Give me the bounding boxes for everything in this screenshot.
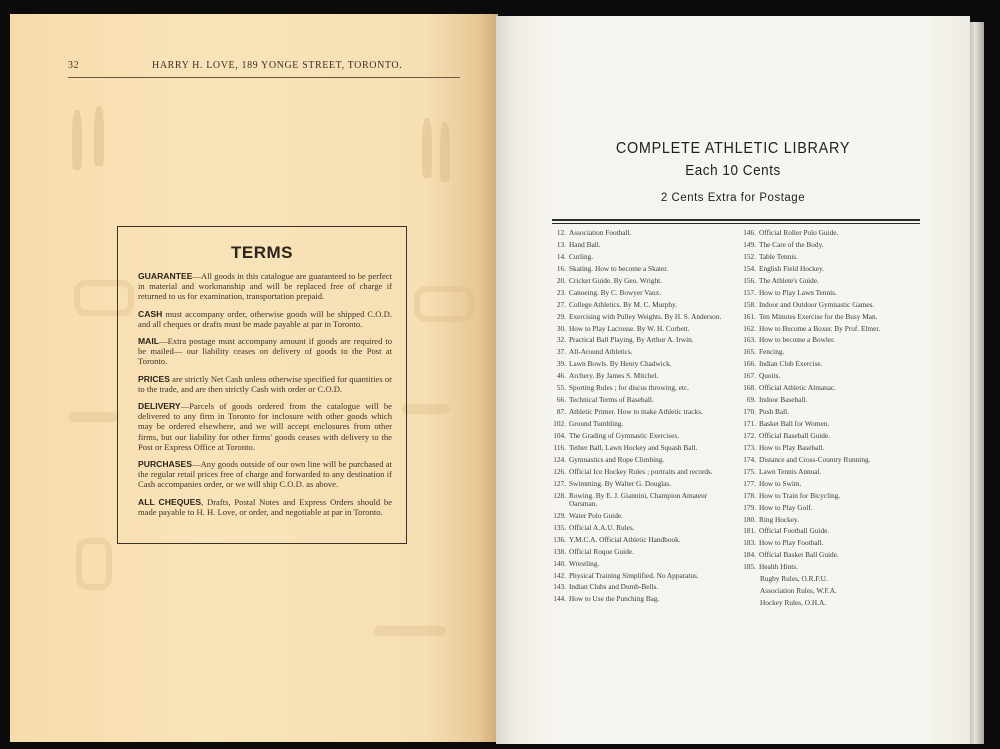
catalog-item — [552, 536, 732, 544]
catalog-item — [742, 301, 924, 309]
catalog-item — [552, 289, 732, 297]
catalog-number: 104. — [553, 430, 566, 440]
catalog-number: 55. — [556, 383, 566, 393]
terms-box — [117, 226, 407, 544]
catalog-title: Exercising with Pulley Weights. By H. S. Anderson. — [569, 311, 722, 321]
catalog-item — [742, 563, 924, 571]
catalog-number: 166. — [743, 359, 756, 369]
catalog-item — [742, 504, 924, 512]
catalog-title: Physical Training Simplified. No Apparatus. — [569, 570, 699, 580]
terms-keyword: CASH — [138, 308, 163, 319]
catalog-title: Association Football. — [569, 228, 632, 237]
catalog-title: Water Polo Guide. — [569, 510, 623, 520]
catalog-number: 32. — [556, 335, 566, 345]
catalog-title: How to Swim. — [759, 478, 802, 488]
catalog-title: Archery. By James S. Mitchel. — [569, 371, 659, 381]
catalog-title: How to Play Lacrosse. By W. H. Corbett. — [569, 323, 690, 333]
catalog-title: Cricket Guide. By Geo. Wright. — [569, 275, 662, 285]
catalog-title: Official Roque Guide. — [569, 546, 634, 556]
right-page — [496, 16, 970, 744]
catalog-title: Practical Ball Playing. By Arthur A. Irwin. — [569, 335, 694, 345]
catalog-title: Push Ball. — [759, 407, 790, 417]
catalog-number: 129. — [553, 510, 566, 520]
catalog-number: 138. — [553, 546, 566, 556]
terms-separator: — — [192, 271, 202, 281]
library-title: COMPLETE ATHLETIC LIBRARY — [615, 140, 851, 157]
terms-text: Parcels of goods ordered from the catalogue will be delivered to any firm in Toronto for inclosure with other goods which may be ordered elsewhere, and we will accept enclosures from other firms, but our liability for other firms' goods ceases with delivery to the Post or Express Office at Toronto. — [138, 401, 392, 452]
catalog-number: 20. — [556, 275, 566, 285]
catalog-title: Distance and Cross-Country Running. — [759, 454, 871, 464]
catalog-title: How to Use the Punching Bag. — [569, 594, 660, 604]
rules-item: Rugby Rules, O.R.F.U. — [760, 574, 828, 584]
catalog-item — [552, 241, 732, 249]
terms-keyword: PURCHASES — [138, 459, 192, 470]
catalog-title: Skating. How to become a Skater. — [569, 263, 669, 273]
catalog-number: 157. — [743, 287, 756, 297]
catalog-item — [742, 480, 924, 488]
catalog-title: Hand Ball. — [569, 239, 601, 249]
catalog-item — [742, 516, 924, 524]
catalog-number: 142. — [553, 570, 566, 580]
catalog-item — [742, 325, 924, 333]
bleed-through-pin — [72, 110, 82, 170]
terms-keyword: PRICES — [138, 373, 170, 384]
terms-item — [138, 401, 392, 452]
catalog-number: 152. — [743, 251, 756, 261]
catalog-item — [742, 468, 924, 476]
catalog-number: 162. — [743, 323, 756, 333]
catalog-number: 154. — [743, 263, 756, 273]
bleed-through-pin — [422, 118, 432, 178]
catalog-title: How to Play Lawn Tennis. — [759, 287, 837, 297]
catalog-item — [742, 456, 924, 464]
catalog-title: Gymnastics and Rope Climbing. — [569, 454, 665, 464]
catalog-item — [552, 595, 732, 603]
header-rule — [68, 77, 460, 78]
catalog-title: How to Play Baseball. — [759, 442, 825, 452]
catalog-title: Table Tennis. — [759, 251, 798, 261]
catalog-number: 126. — [553, 466, 566, 476]
catalog-number: 158. — [743, 299, 756, 309]
catalog-title: Indoor and Outdoor Gymnastic Games. — [759, 299, 875, 309]
catalog-number: 165. — [743, 347, 756, 357]
rules-item: Hockey Rules, O.H.A. — [760, 598, 827, 608]
catalog-item — [552, 456, 732, 464]
catalog-title: Ring Hockey. — [759, 514, 800, 524]
catalog-item — [742, 551, 924, 559]
terms-text: must accompany order, otherwise goods will be shipped C.O.D. and all cheques or drafts must be made payable at par in Toronto. — [138, 308, 392, 329]
catalog-number: 136. — [553, 534, 566, 544]
terms-text: are strictly Net Cash unless otherwise specified for quantities or to the trade, and are then strictly Cash with order or C.O.D. — [138, 373, 392, 394]
catalog-number: 16. — [556, 263, 566, 273]
catalog-title: English Field Hockey. — [759, 263, 824, 273]
terms-item — [138, 374, 392, 394]
catalog-item — [552, 336, 732, 344]
catalog-number: 163. — [743, 335, 756, 345]
catalog-number: 12. — [556, 228, 566, 237]
catalog-item — [552, 253, 732, 261]
catalog-item — [742, 492, 924, 500]
catalog-item — [552, 360, 732, 368]
catalog-item — [742, 313, 924, 321]
catalog-title: Tether Ball, Lawn Hockey and Squash Ball. — [569, 442, 698, 452]
terms-keyword: GUARANTEE — [138, 271, 193, 281]
catalog-number: 180. — [743, 514, 756, 524]
catalog-item — [552, 560, 732, 568]
catalog-title: Y.M.C.A. Official Athletic Handbook. — [569, 534, 681, 544]
catalog-number: 13. — [556, 239, 566, 249]
catalog-item — [552, 408, 732, 416]
catalog-item — [742, 444, 924, 452]
catalog-item — [552, 572, 732, 580]
catalog-title: Indoor Baseball. — [759, 395, 808, 405]
catalog-number: 177. — [743, 478, 756, 488]
catalog-number: 116. — [553, 442, 566, 452]
terms-separator: — — [159, 336, 168, 347]
terms-keyword: MAIL — [138, 336, 160, 347]
catalog-item — [552, 348, 732, 356]
left-page — [10, 14, 498, 742]
catalog-number: 181. — [743, 526, 756, 536]
catalog-title: Official Baseball Guide. — [759, 430, 830, 440]
page-number: 32 — [68, 60, 80, 71]
catalog-number: 149. — [743, 239, 756, 249]
catalog-title: How to Train for Bicycling. — [759, 490, 841, 500]
catalog-title: Quoits. — [759, 371, 781, 381]
catalog-title: Indian Club Exercise. — [759, 359, 823, 369]
bleed-through-pin — [440, 122, 450, 182]
catalog-item — [552, 396, 732, 404]
catalog-item — [552, 444, 732, 452]
catalog-item — [552, 384, 732, 392]
bleed-through-bar — [68, 412, 118, 422]
catalog-title: Indian Clubs and Dumb-Bells. — [569, 582, 659, 592]
price-subtitle: Each 10 Cents — [685, 162, 781, 179]
catalog-title: Lawn Tennis Annual. — [759, 466, 822, 476]
catalog-number: 66. — [556, 395, 566, 405]
terms-separator: — — [180, 401, 190, 412]
catalog-title: Health Hints. — [759, 562, 798, 572]
catalog-title: Sporting Rules ; for discus throwing, etc. — [569, 383, 689, 393]
double-rule-bottom — [552, 223, 920, 224]
terms-title: TERMS — [231, 243, 293, 262]
catalog-item — [742, 539, 924, 547]
terms-keyword: ALL CHEQUES — [138, 496, 202, 507]
catalog-item — [552, 277, 732, 285]
rules-item: Association Rules, W.F.A. — [760, 586, 837, 596]
terms-item — [138, 336, 392, 367]
terms-separator: — — [191, 459, 201, 470]
catalog-number: 124. — [553, 454, 566, 464]
catalog-number: 27. — [556, 299, 566, 309]
catalog-number: 146. — [743, 228, 756, 237]
catalog-number: 185. — [743, 562, 756, 572]
catalog-item — [552, 548, 732, 556]
catalog-number: 29. — [556, 311, 566, 321]
catalog-item — [742, 265, 924, 273]
catalog-item — [742, 253, 924, 261]
bleed-through-pin — [94, 106, 104, 166]
catalog-item — [742, 229, 924, 237]
catalog-item — [552, 420, 732, 428]
catalog-title: Basket Ball for Women. — [759, 419, 830, 428]
catalog-item — [742, 289, 924, 297]
catalog-number: 184. — [743, 550, 756, 560]
terms-item — [138, 271, 392, 302]
catalog-number: 69. — [746, 395, 756, 405]
catalog-item — [552, 432, 732, 440]
catalog-title: The Care of the Body. — [759, 239, 824, 249]
catalog-number: 128. — [553, 490, 566, 500]
catalog-item — [552, 583, 732, 591]
catalog-title: How to Play Football. — [759, 538, 824, 548]
catalog-number: 171. — [743, 419, 756, 428]
catalog-item — [742, 384, 924, 392]
catalog-title: Technical Terms of Baseball. — [569, 395, 654, 405]
catalog-number: 179. — [743, 502, 756, 512]
catalog-title: How to Play Golf. — [759, 502, 813, 512]
catalog-number: 23. — [556, 287, 566, 297]
catalog-number: 127. — [553, 478, 566, 488]
catalog-title: Rowing. By E. J. Giannini, Champion Amateur Oarsman. — [569, 490, 708, 508]
catalog-number: 172. — [743, 430, 756, 440]
catalog-title: The Grading of Gymnastic Exercises. — [569, 430, 680, 440]
catalog-item — [742, 396, 924, 404]
catalog-title: College Athletics. By M. C. Murphy. — [569, 299, 677, 309]
catalog-title: Official Ice Hockey Rules ; portraits and records. — [569, 466, 713, 476]
catalog-title: Official Football Guide. — [759, 526, 830, 536]
catalog-number: 39. — [556, 359, 566, 369]
catalog-number: 46. — [556, 371, 566, 381]
catalog-column-left — [552, 229, 732, 607]
catalog-number: 135. — [553, 522, 566, 532]
catalog-title: Curling. — [569, 251, 594, 261]
catalog-item — [552, 313, 732, 321]
terms-keyword: DELIVERY — [138, 401, 181, 412]
catalog-item — [552, 512, 732, 520]
catalog-title: How to Become a Boxer. By Prof. Elmer. — [759, 323, 881, 333]
catalog-item — [742, 348, 924, 356]
catalog-item — [552, 229, 732, 237]
terms-item — [138, 459, 392, 490]
catalog-number: 14. — [556, 251, 566, 261]
catalog-title: Ten Minutes Exercise for the Busy Man. — [759, 311, 878, 321]
bleed-through-dumbbell — [414, 286, 474, 322]
catalog-number: 175. — [743, 466, 756, 476]
catalog-number: 102. — [553, 419, 566, 428]
catalog-item — [742, 420, 924, 428]
catalog-title: Athletic Primer. How to make Athletic tracks. — [569, 407, 703, 417]
catalog-title: Wrestling. — [569, 558, 600, 568]
catalog-number: 144. — [553, 594, 566, 604]
catalog-item — [742, 336, 924, 344]
catalog-item — [552, 468, 732, 476]
bleed-through-dumbbell — [76, 538, 112, 590]
catalog-item — [552, 265, 732, 273]
catalog-number: 178. — [743, 490, 756, 500]
catalog-item — [552, 492, 732, 509]
terms-separator: , — [201, 496, 207, 507]
catalog-title: How to become a Bowler. — [759, 335, 835, 345]
catalog-title: Swimming. By Walter G. Douglas. — [569, 478, 672, 488]
terms-text: Any goods outside of our own line will be purchased at the regular retail prices free of charge and forwarded to any destination if Cash accompanies order, or we will ship C.O.D. as above. — [138, 459, 392, 490]
catalog-number: 167. — [743, 371, 756, 381]
catalog-item — [742, 432, 924, 440]
catalog-item — [552, 372, 732, 380]
catalog-number: 183. — [743, 538, 756, 548]
catalog-column-right — [742, 229, 924, 611]
catalog-title: Canoeing. By C. Bowyer Vaux. — [569, 287, 662, 297]
catalog-item — [742, 360, 924, 368]
catalog-title: Official A.A.U. Rules. — [569, 522, 635, 532]
catalog-title: The Athlete's Guide. — [759, 275, 819, 285]
catalog-number: 174. — [743, 454, 756, 464]
catalog-item — [552, 301, 732, 309]
catalog-item — [742, 527, 924, 535]
postage-note: 2 Cents Extra for Postage — [660, 192, 806, 204]
catalog-title: Lawn Bowls. By Henry Chadwick. — [569, 359, 672, 369]
terms-list — [138, 271, 392, 524]
catalog-title: Official Roller Polo Guide. — [759, 228, 839, 237]
catalog-item — [742, 372, 924, 380]
catalog-item — [742, 408, 924, 416]
catalog-item — [552, 524, 732, 532]
terms-item — [138, 497, 392, 517]
bleed-through-bar — [374, 626, 446, 636]
catalog-number: 173. — [743, 442, 756, 452]
catalog-number: 30. — [556, 323, 566, 333]
catalog-item — [742, 241, 924, 249]
terms-text: All goods in this catalogue are guaranteed to be perfect in material and workmanship and will be replaced free of charge if returned to us for examination, transportation prepaid. — [138, 271, 392, 302]
catalog-title: All-Around Athletics. — [569, 347, 633, 357]
catalog-number: 87. — [556, 407, 566, 417]
catalog-item — [552, 325, 732, 333]
catalog-number: 143. — [553, 582, 566, 592]
catalog-number: 37. — [556, 347, 566, 357]
catalog-number: 168. — [743, 383, 756, 393]
catalog-title: Official Athletic Almanac. — [759, 383, 837, 393]
catalog-title: Fencing. — [759, 347, 785, 357]
terms-text: Drafts, Postal Notes and Express Orders should be made payable to H. H. Love, or order, and negotiable at par in Toronto. — [138, 496, 393, 517]
terms-text: Extra postage must accompany amount if goods are required to be mailed— our liability ceases on delivery of goods to the Post at Toronto. — [138, 336, 392, 367]
catalog-item — [552, 480, 732, 488]
catalog-title: Official Basket Ball Guide. — [759, 550, 839, 560]
catalog-number: 156. — [743, 275, 756, 285]
catalog-number: 161. — [743, 311, 756, 321]
page-edge — [968, 22, 984, 744]
catalog-number: 170. — [743, 407, 756, 417]
bleed-through-bar — [402, 404, 450, 414]
running-head-text: HARRY H. LOVE, 189 YONGE STREET, TORONTO. — [152, 60, 403, 71]
terms-item — [138, 309, 392, 329]
catalog-item — [742, 277, 924, 285]
double-rule-top — [552, 219, 920, 221]
catalog-number: 140. — [553, 558, 566, 568]
catalog-title: Ground Tumbling. — [569, 419, 624, 428]
